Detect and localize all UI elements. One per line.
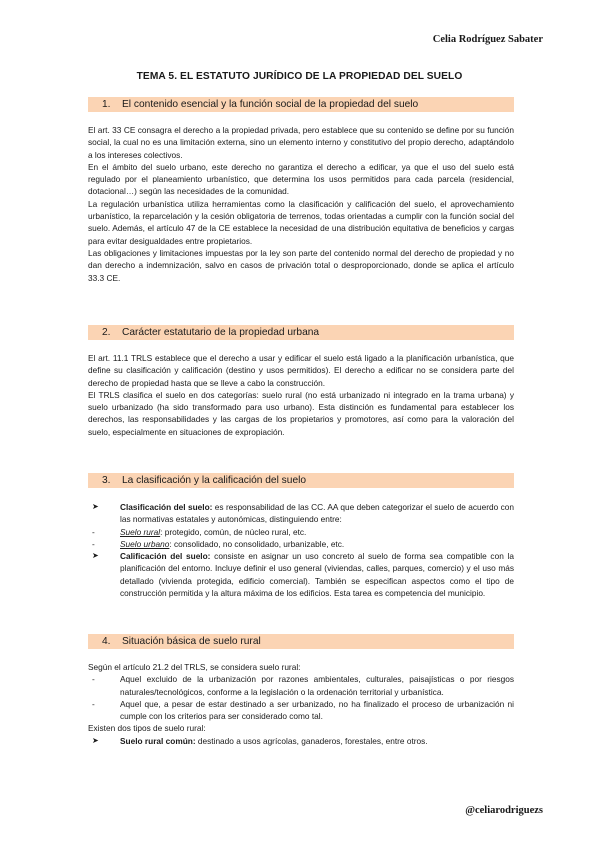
document-title: TEMA 5. EL ESTATUTO JURÍDICO DE LA PROPIEDAD DEL SUELO xyxy=(136,71,463,82)
paragraph: La regulación urbanística utiliza herramientas como la clasificación y calificación del suelo, el aprovechamiento urbanístico, la reparcelación y la cesión obligatoria de terrenos, todas orientadas a cumplir con la función social del suelo. Además, el artículo 47 de la CE establece la necesidad de una distribución equitativa de beneficios y cargas para evitar desigualdades entre propietarios. xyxy=(88,198,514,246)
paragraph: Existen dos tipos de suelo rural: xyxy=(88,723,206,734)
footer-handle: @celiarodriguezs xyxy=(465,805,543,816)
list-item xyxy=(88,501,514,526)
term: Suelo urbano xyxy=(120,538,170,549)
list-item xyxy=(88,735,514,747)
section-title: La clasificación y la calificación del suelo xyxy=(122,475,307,486)
section-heading-4 xyxy=(88,634,514,649)
section-heading-1 xyxy=(88,97,514,112)
dash-bullet-icon: - xyxy=(92,698,95,709)
bullet-label: Suelo rural común: xyxy=(120,735,196,746)
paragraph: El TRLS clasifica el suelo en dos categorías: suelo rural (no está urbanizado ni integrado en la trama urbana) y suelo urbanizado (ha sido transformado para uso urbano). Esta distinción es fundamental para establecer los derechos, las responsabilidades y las cargas de los propietarios y promotores, así como para la valoración del suelo, especialmente en situaciones de expropiación. xyxy=(88,389,514,437)
list-item xyxy=(88,538,514,550)
bullet-text: es responsabilidad de las CC. AA que deben categorizar el suelo de acuerdo con las normativas estatales y autonómicas, distinguiendo entre: xyxy=(120,502,514,525)
term-text: : consolidado, no consolidado, urbanizable, etc. xyxy=(169,538,345,549)
list-item xyxy=(88,673,514,698)
dash-bullet-icon: - xyxy=(92,526,95,537)
paragraph: Según el artículo 21.2 del TRLS, se considera suelo rural: xyxy=(88,662,301,672)
arrow-bullet-icon: ➤ xyxy=(92,735,99,745)
paragraph: Las obligaciones y limitaciones impuestas por la ley son parte del contenido normal del derecho de propiedad y no dan derecho a indemnización, salvo en casos de privación total o desproporcionado, donde se aplica el artículo 33.3 CE. xyxy=(88,247,514,283)
bullet-label: Calificación del suelo: xyxy=(120,551,211,562)
term-text: : protegido, común, de núcleo rural, etc. xyxy=(160,526,307,537)
section-title: Carácter estatutario de la propiedad urbana xyxy=(122,327,320,338)
list-item xyxy=(88,550,514,599)
dash-bullet-icon: - xyxy=(92,674,95,685)
paragraph: El art. 11.1 TRLS establece que el derecho a usar y edificar el suelo está ligado a la planificación urbanística, que define su clasificación y calificación (destino y usos permitidos). El derecho a edificar no se considera parte del derecho de propiedad hasta que se lleve a cabo la construcción. xyxy=(88,353,514,388)
arrow-bullet-icon: ➤ xyxy=(92,551,99,561)
list-item xyxy=(88,698,514,723)
paragraph: En el ámbito del suelo urbano, este derecho no garantiza el derecho a edificar, ya que el uso del suelo está regulado por el planeamiento urbanístico, que determina los usos permitidos para cada parcela (residencial, dotacional…) según las necesidades de la comunidad. xyxy=(88,161,514,197)
term: Suelo rural xyxy=(120,526,161,537)
bullet-text: destinado a usos agrícolas, ganaderos, forestales, entre otros. xyxy=(195,735,428,746)
section-1-body xyxy=(88,124,514,284)
section-3-body xyxy=(88,501,514,599)
section-title: Situación básica de suelo rural xyxy=(122,636,261,647)
section-4-body xyxy=(88,661,514,747)
bullet-text: consiste en asignar un uso concreto al suelo de forma sea compatible con la planificación del entorno. Incluye definir el uso general (viviendas, calles, parques, comercio) y el uso más detallado (vivienda protegida, edificio comercial). También se especifican aspectos como el tipo de construcción permitida y la altura máxima de los edificios. Esta tarea es competencia del municipio. xyxy=(120,551,514,599)
author-name: Celia Rodríguez Sabater xyxy=(432,34,543,45)
paragraph: El art. 33 CE consagra el derecho a la propiedad privada, pero establece que su contenido se define por su función social, la cual no es una limitación externa, sino un elemento interno y constitutivo del propio derecho, adaptándolo a los intereses colectivos. xyxy=(88,125,514,160)
list-text: Aquel que, a pesar de estar destinado a ser urbanizado, no ha finalizado el proceso de urbanización ni cumple con los criterios para ser considerado como tal. xyxy=(120,698,514,722)
section-number: 2. xyxy=(102,327,111,338)
dash-bullet-icon: - xyxy=(92,538,95,549)
section-number: 4. xyxy=(102,636,111,647)
section-heading-2 xyxy=(88,325,514,340)
section-number: 1. xyxy=(102,99,111,110)
section-title: El contenido esencial y la función social de la propiedad del suelo xyxy=(122,99,419,110)
section-number: 3. xyxy=(102,475,111,486)
section-heading-3 xyxy=(88,473,514,488)
list-text: Aquel excluido de la urbanización por razones ambientales, culturales, paisajísticas o por riesgos naturales/tecnológicos, conforme a la legislación o la ordenación territorial y urbanística. xyxy=(120,674,514,697)
list-item xyxy=(88,526,514,538)
bullet-label: Clasificación del suelo: xyxy=(120,502,213,512)
section-2-body xyxy=(88,352,514,438)
arrow-bullet-icon: ➤ xyxy=(92,502,99,511)
